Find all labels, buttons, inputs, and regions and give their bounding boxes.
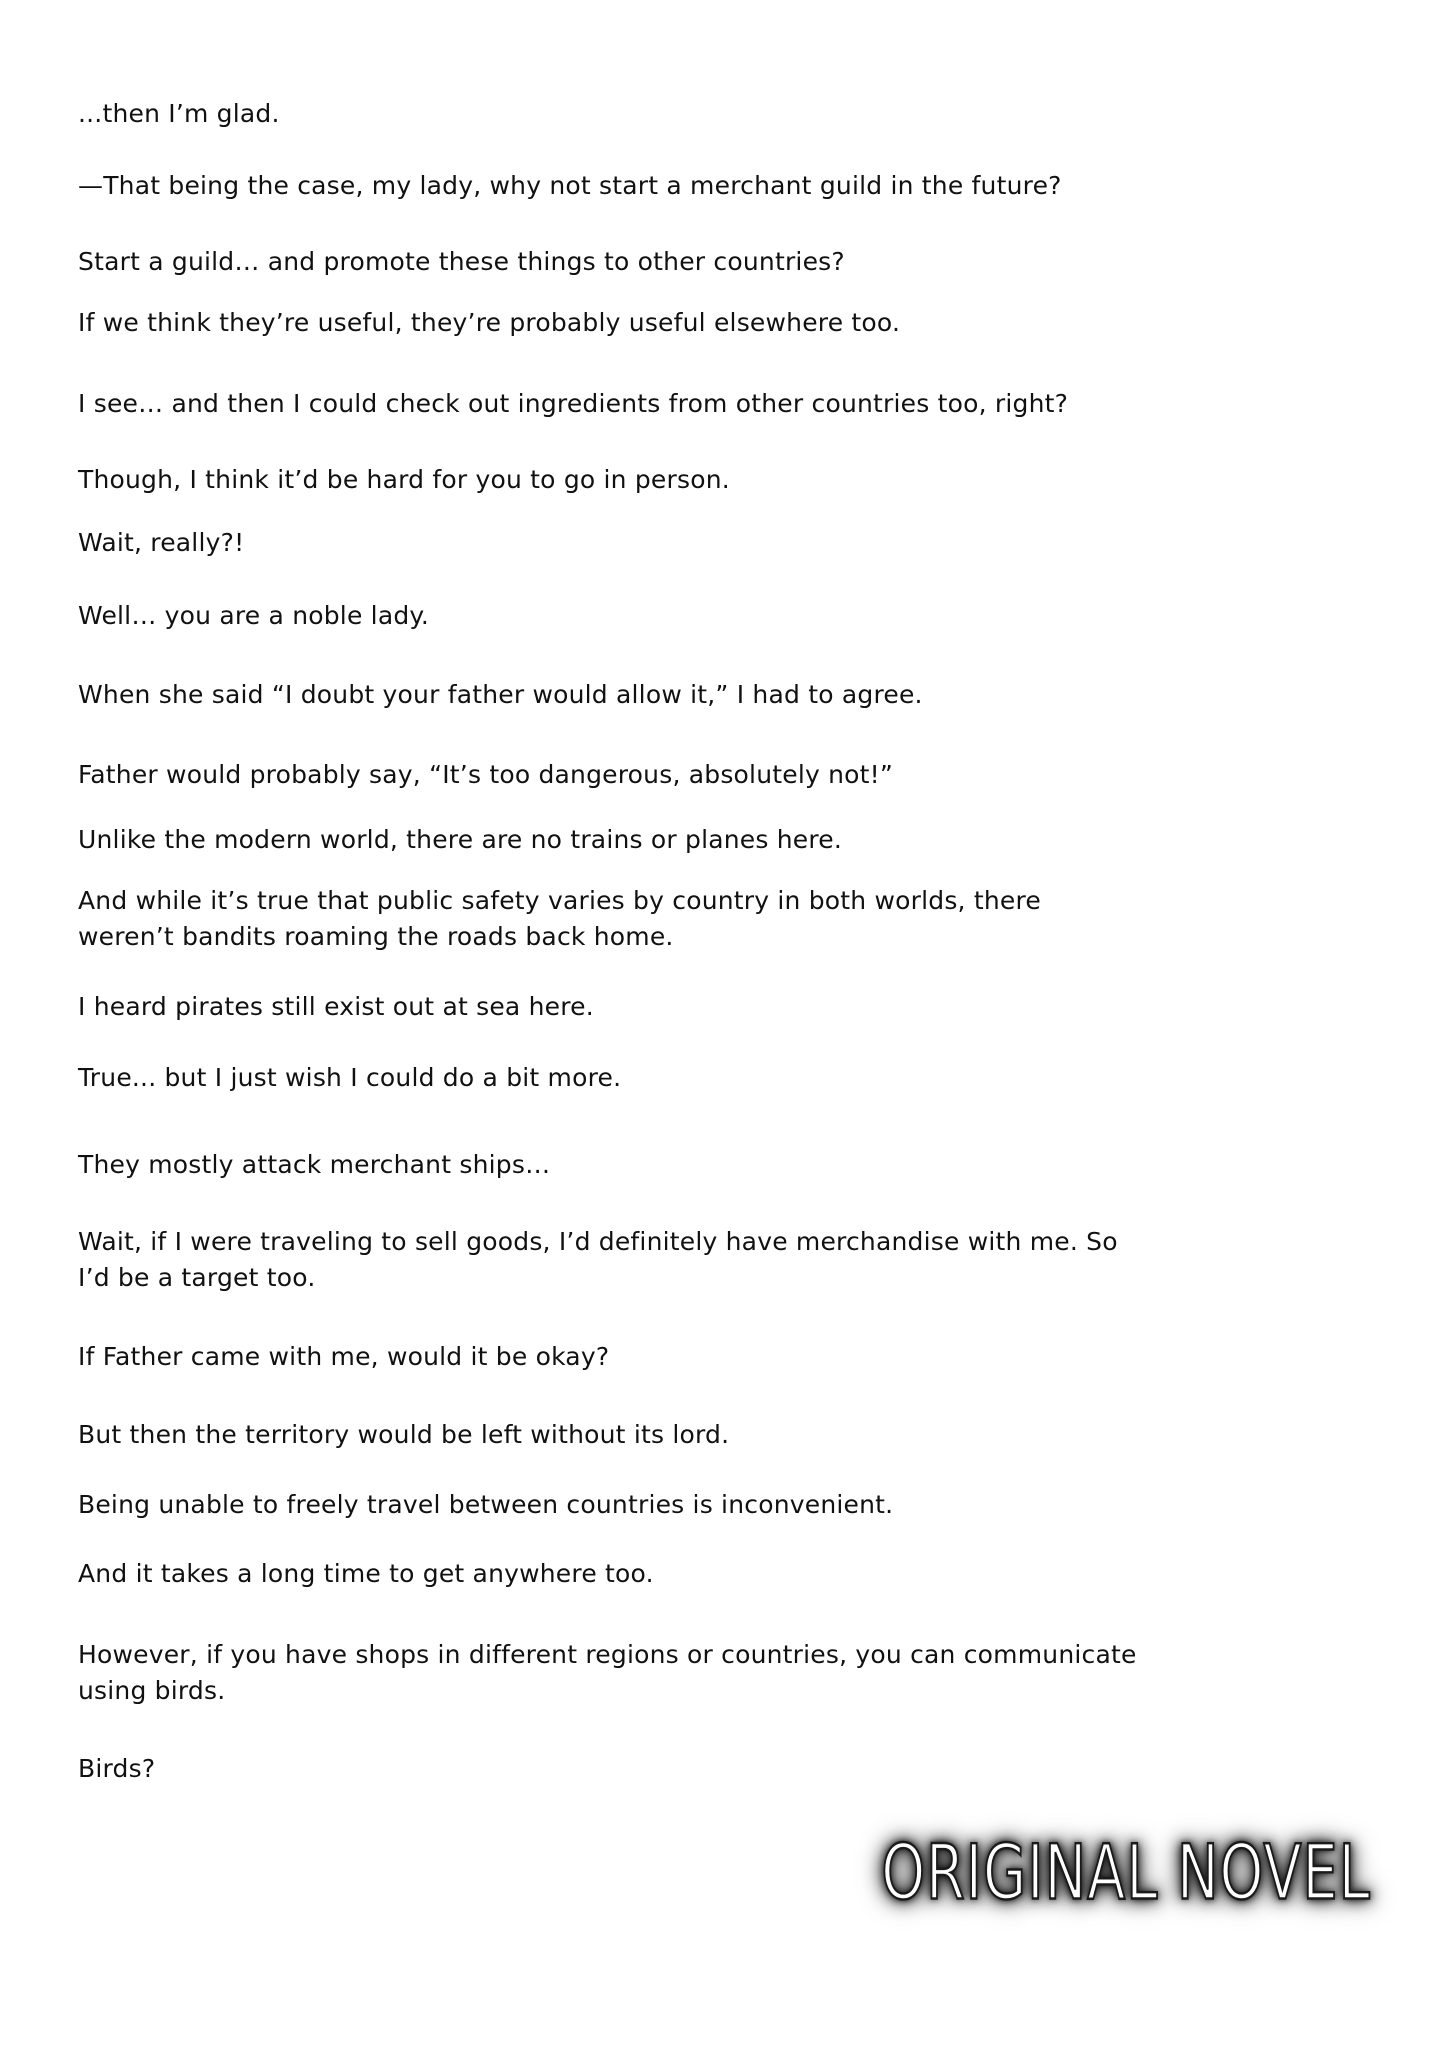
paragraph-22: Birds?	[78, 1754, 156, 1783]
paragraph-11: Unlike the modern world, there are no trains or planes here.	[78, 825, 843, 854]
paragraph-4: If we think they’re useful, they’re probably useful elsewhere too.	[78, 308, 901, 337]
paragraph-6: Though, I think it’d be hard for you to go in person.	[78, 465, 730, 494]
paragraph-7: Wait, really?!	[78, 528, 245, 557]
paragraph-2: —That being the case, my lady, why not start a merchant guild in the future?	[78, 171, 1062, 200]
paragraph-8: Well… you are a noble lady.	[78, 601, 429, 630]
paragraph-10: Father would probably say, “It’s too dangerous, absolutely not!”	[78, 760, 894, 789]
paragraph-5: I see… and then I could check out ingredients from other countries too, right?	[78, 389, 1069, 418]
original-novel-banner	[881, 1822, 1371, 1922]
paragraph-19: Being unable to freely travel between countries is inconvenient.	[78, 1490, 894, 1519]
paragraph-18: But then the territory would be left without its lord.	[78, 1420, 730, 1449]
paragraph-16: Wait, if I were traveling to sell goods, I’d definitely have merchandise with me. So I’d be a target too.	[78, 1227, 1118, 1292]
paragraph-1: ...then I’m glad.	[78, 99, 280, 128]
paragraph-13: I heard pirates still exist out at sea here.	[78, 992, 594, 1021]
paragraph-21: However, if you have shops in different regions or countries, you can communicate using birds.	[78, 1640, 1137, 1705]
paragraph-15: They mostly attack merchant ships…	[78, 1150, 551, 1179]
paragraph-20: And it takes a long time to get anywhere too.	[78, 1559, 654, 1588]
banner-label: ORIGINAL NOVEL	[881, 1827, 1371, 1917]
paragraph-3: Start a guild… and promote these things to other countries?	[78, 247, 845, 276]
paragraph-9: When she said “I doubt your father would allow it,” I had to agree.	[78, 680, 923, 709]
paragraph-17: If Father came with me, would it be okay?	[78, 1342, 610, 1371]
paragraph-14: True... but I just wish I could do a bit more.	[78, 1063, 622, 1092]
paragraph-12: And while it’s true that public safety varies by country in both worlds, there weren’t bandits roaming the roads back home.	[78, 886, 1041, 951]
